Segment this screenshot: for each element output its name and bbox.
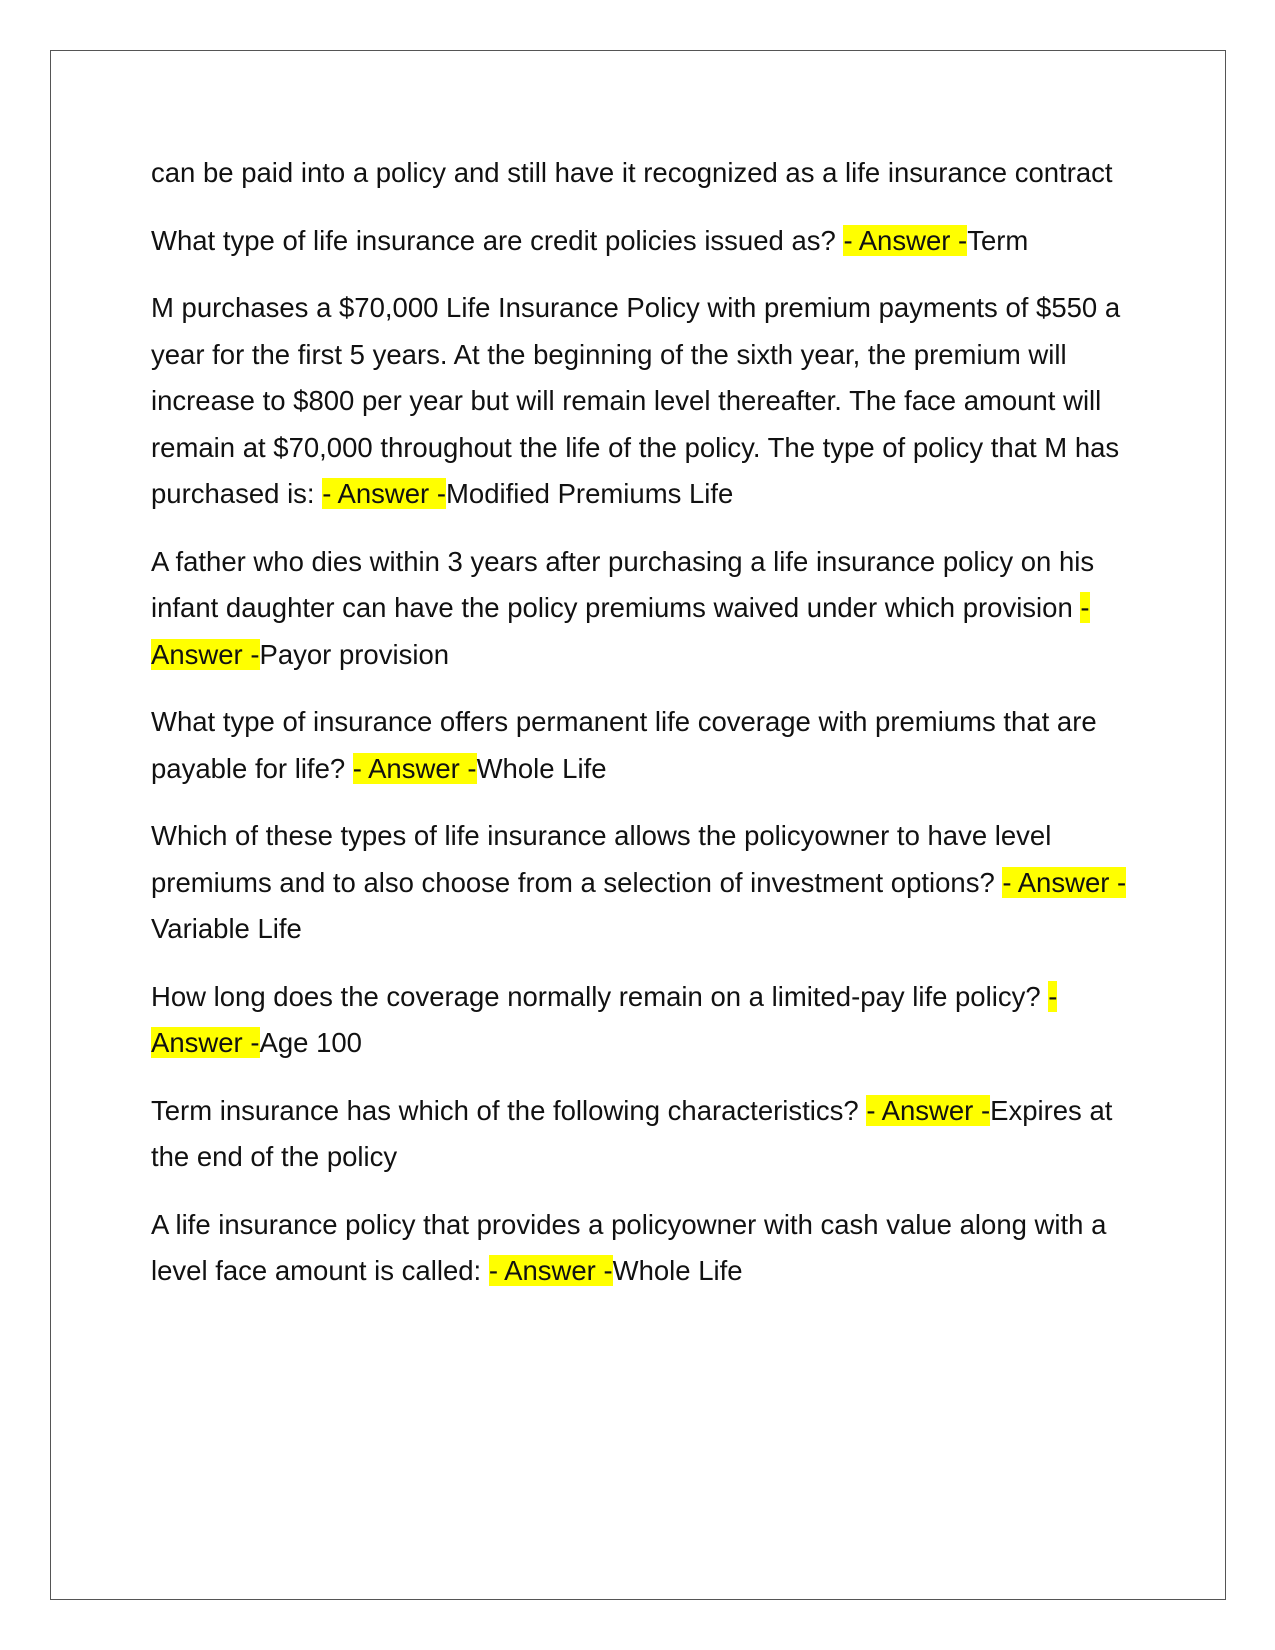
question-text: A life insurance policy that provides a policyowner with cash value along with a level face amount is called: <box>151 1208 1107 1286</box>
question-text: Term insurance has which of the following characteristics? <box>151 1094 867 1126</box>
answer-marker-highlight: - Answer - <box>488 1255 613 1286</box>
answer-marker-highlight: - Answer - <box>1002 866 1127 898</box>
qa-item <box>151 974 1141 1067</box>
text-fragment <box>151 150 1141 197</box>
question-text: Which of these types of life insurance allows the policyowner to have level premiums and to also choose from a selection of investment options? <box>151 820 1052 898</box>
question-text: What type of insurance offers permanent life coverage with premiums that are payable for life? <box>151 706 1097 784</box>
answer-marker-highlight: - Answer - <box>352 752 477 784</box>
answer-text: Age 100 <box>259 1027 362 1058</box>
question-text: How long does the coverage normally remain on a limited-pay life policy? <box>151 980 1049 1012</box>
answer-text: Payor provision <box>259 638 450 670</box>
qa-item <box>151 285 1141 518</box>
qa-item <box>151 1202 1141 1295</box>
question-text: A father who dies within 3 years after purchasing a life insurance policy on his infant daughter can have the policy premiums waived under which provision <box>151 545 1095 623</box>
question-text: What type of life insurance are credit policies issued as? <box>151 224 844 256</box>
qa-item <box>151 1088 1141 1181</box>
answer-marker-highlight: - Answer - <box>151 592 1090 670</box>
qa-item <box>151 699 1141 792</box>
question-text: M purchases a $70,000 Life Insurance Policy with premium payments of $550 a year for the first 5 years. At the beginning of the sixth year, the premium will increase to $800 per year but will remain level thereafter. The face amount will remain at $70,000 throughout the life of the policy. The type of policy that M has purchased is: <box>151 292 1121 509</box>
qa-item <box>151 218 1141 265</box>
qa-item <box>151 813 1141 953</box>
answer-marker-highlight: - Answer - <box>151 980 1058 1058</box>
question-text: can be paid into a policy and still have it recognized as a life insurance contract <box>151 157 1113 188</box>
answer-text: Modified Premiums Life <box>446 478 734 509</box>
answer-text: Variable Life <box>151 913 302 944</box>
answer-marker-highlight: - Answer - <box>843 224 968 256</box>
answer-marker-highlight: - Answer - <box>866 1094 991 1126</box>
answer-text: Expires at the end of the policy <box>151 1094 1113 1172</box>
qa-item <box>151 539 1141 679</box>
answer-text: Whole Life <box>612 1255 743 1286</box>
answer-text: Whole Life <box>476 752 607 784</box>
document-body <box>151 150 1141 1316</box>
answer-marker-highlight: - Answer - <box>322 478 446 509</box>
answer-text: Term <box>967 224 1029 256</box>
